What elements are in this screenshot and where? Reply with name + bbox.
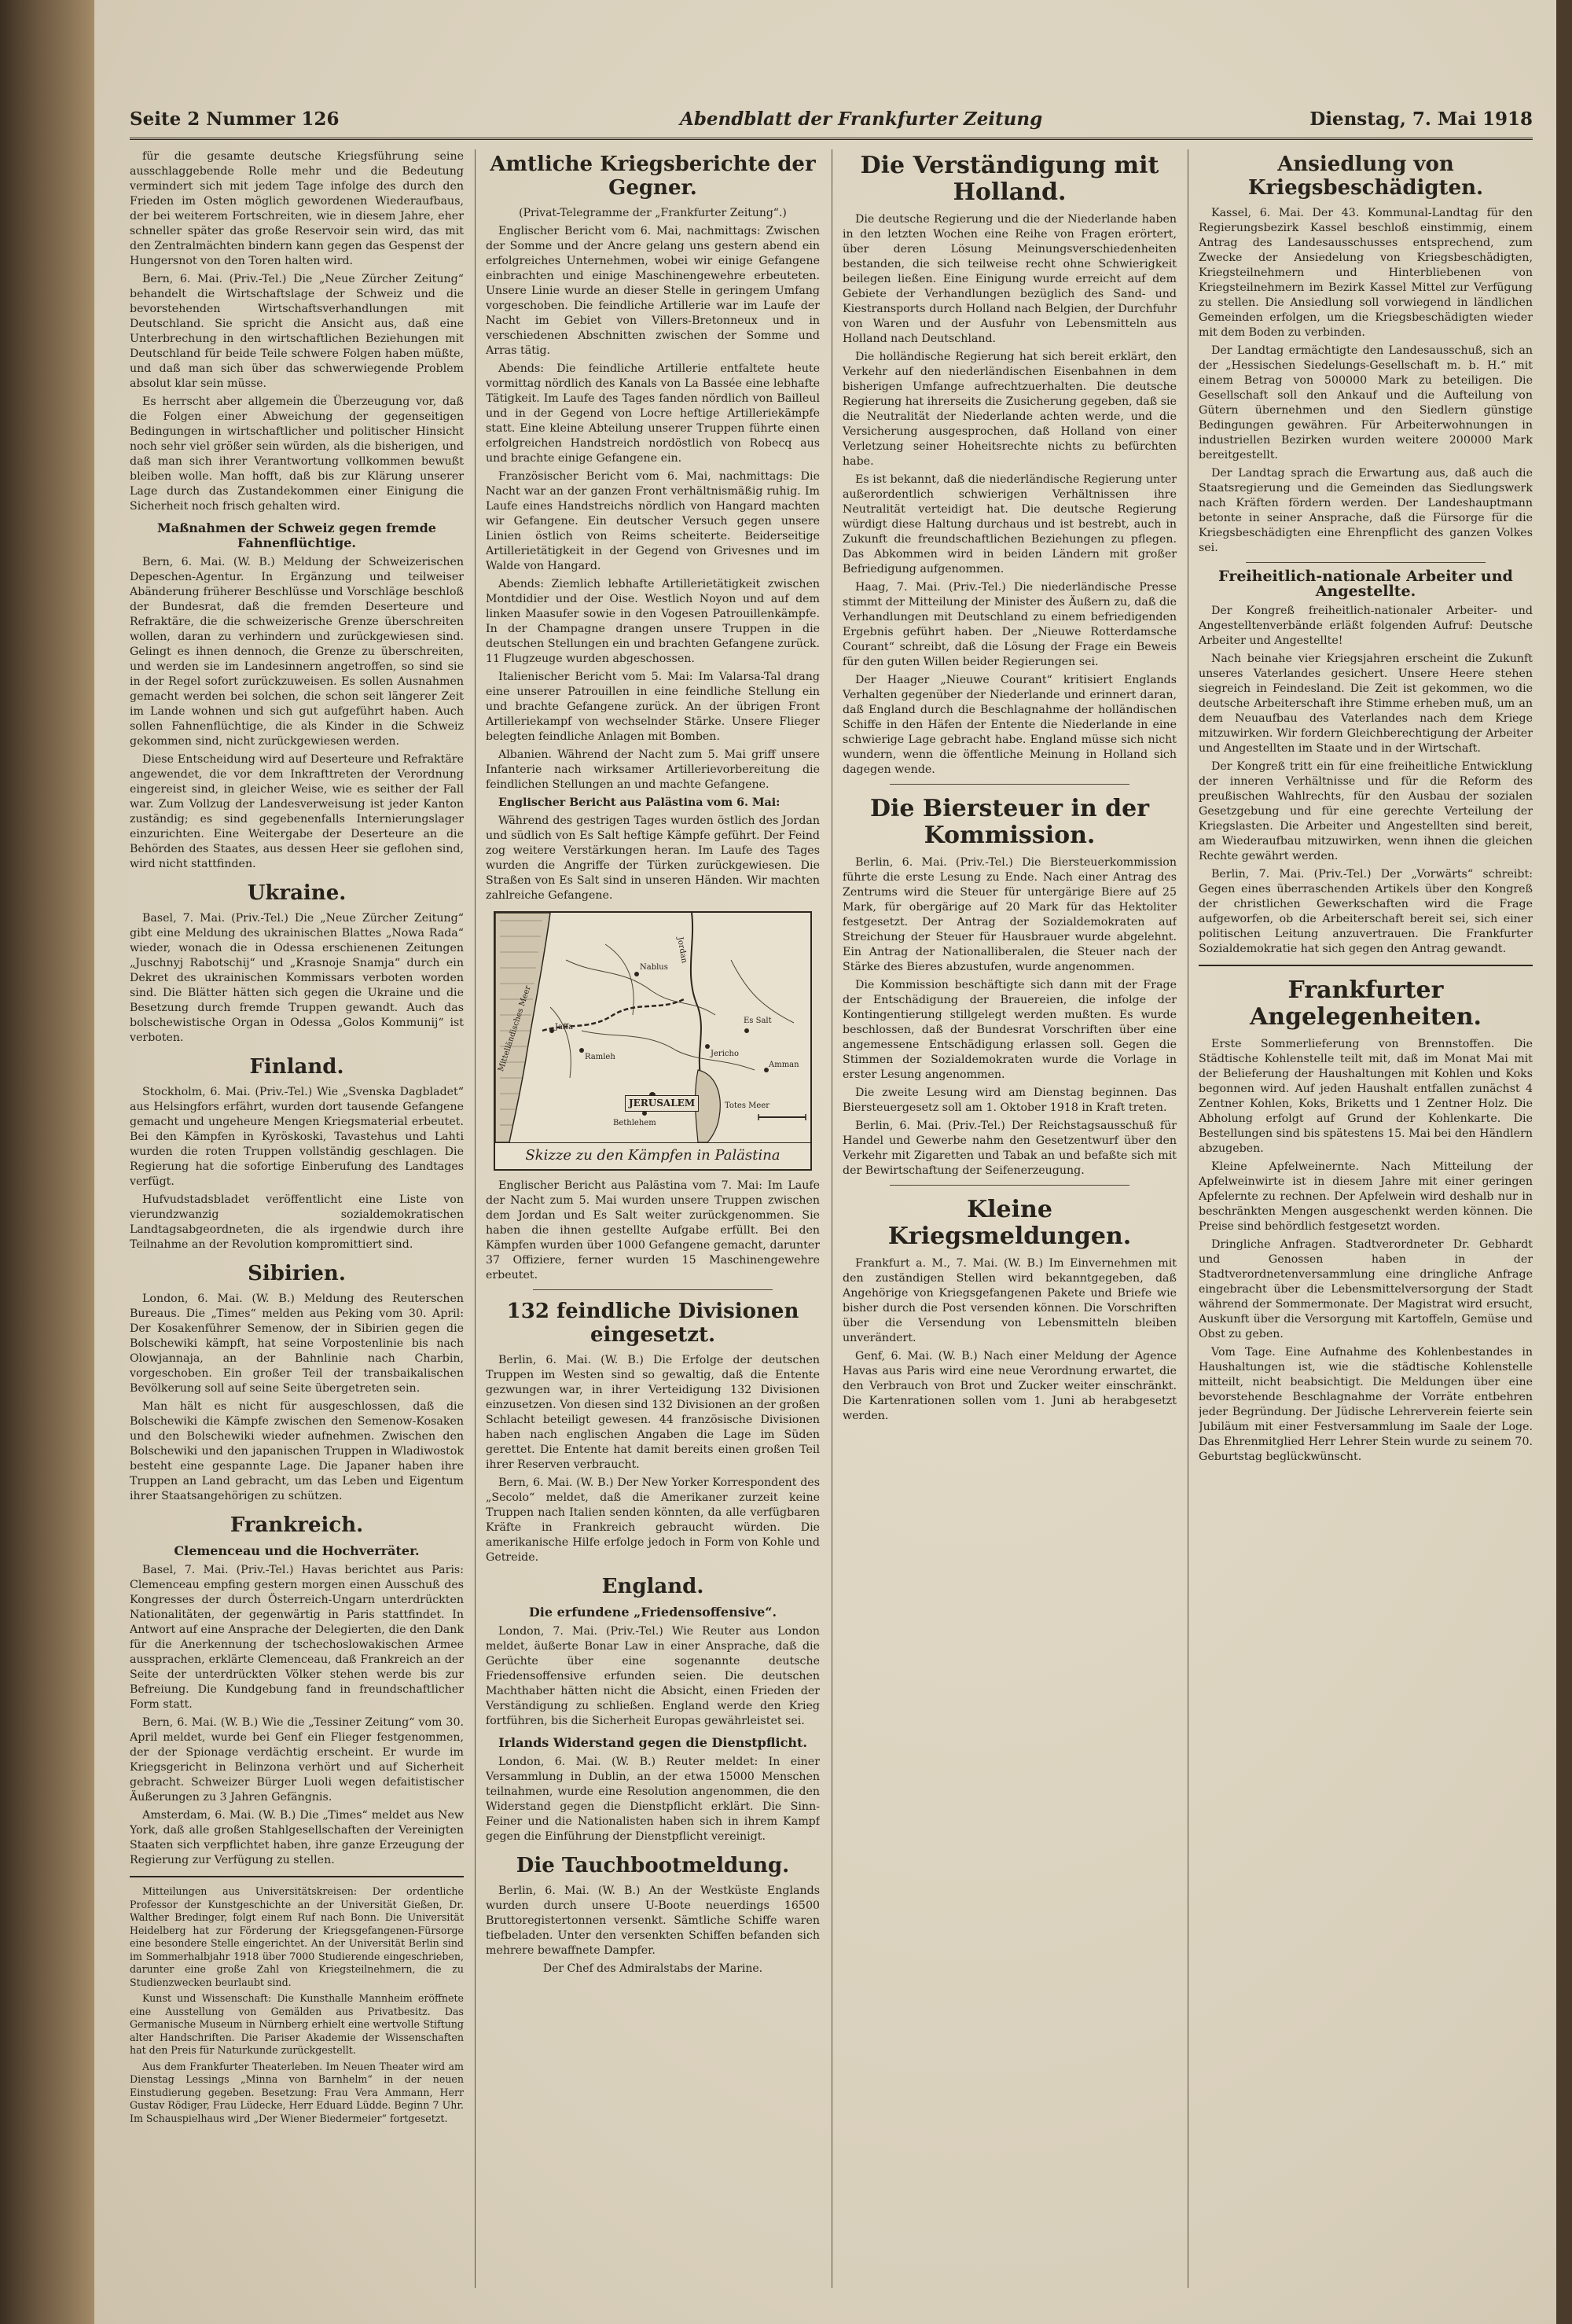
article-paragraph: Es herrscht aber allgemein die Überzeugung vor, daß die Folgen einer Abweichung der gegenseitigen Bedingungen in wirtschaftlicher und politischer Hinsicht noch sehr viel größer sein würden, als die bisherigen, und daß man sich ihrer Verantwortung vollkommen bewußt bleiben wolle. Man hofft, daß bis zur Klärung unserer Lage durch das Zustandekommen einer Einigung die Sicherheit noch frisch gehalten wird. [130, 395, 464, 513]
article-paragraph: Albanien. Während der Nacht zum 5. Mai griff unsere Infanterie nach wirksamer Artillerievorbereitung die feindlichen Stellungen an und machte Gefangene. [486, 748, 820, 791]
section-rule [1246, 562, 1486, 563]
column-4 [1199, 149, 1533, 2288]
article-paragraph: Der Kongreß freiheitlich-nationaler Arbeiter- und Angestelltenverbände erläßt folgenden Aufruf: Deutsche Arbeiter und Angestellte! [1199, 605, 1533, 647]
article-paragraph: Der Landtag ermächtigte den Landesausschuß, sich an der „Hessischen Siedelungs-Gesellschaft m. b. H.“ mit einem Betrag von 500000 Mark zu beteiligen. Die Gesellschaft soll den Ankauf und die Aufteilung von Gütern übernehmen und den Siedlern günstige Bedingungen gewähren. Für Arbeiterwohnungen in industriellen Bezirken wurden weitere 200000 Mark bereitgestellt. [1199, 344, 1533, 461]
map-label: Nablus [640, 963, 668, 972]
article-paragraph: Frankfurt a. M., 7. Mai. (W. B.) Im Einvernehmen mit den zuständigen Stellen wird bekanntgegeben, daß Angehörige von Kriegsgefangenen Pakete und Briefe wie bisher durch die Post versenden können. Die Vorschriften über die Versendung von Lebensmitteln bleiben unverändert. [843, 1257, 1177, 1344]
section-subheading: Irlands Widerstand gegen die Dienstpflicht. [498, 1735, 807, 1750]
article-paragraph: Kunst und Wissenschaft: Die Kunsthalle Mannheim eröffnete eine Ausstellung von Gemälden aus Privatbesitz. Das Germanische Museum in Nürnberg erhielt eine wertvolle Stiftung alter Handschriften. Die Pariser Akademie der Wissenschaften hat den Preis für Naturkunde zurückgestellt. [130, 1992, 464, 2056]
map-label: Amman [769, 1061, 799, 1069]
section-title-war-news: Kleine Kriegsmeldungen. [887, 1196, 1132, 1250]
article-paragraph: Die holländische Regierung hat sich bereit erklärt, den Verkehr auf den niederländischen Eisenbahnen in dem bisherigen Umfange aufrechtzuerhalten. Die deutsche Regierung hat ihrerseits die Zusicherung gegeben, daß sie die Neutralität der Niederlande achten werde, und die Versicherung ausgesprochen, daß Holland von einer Verletzung seiner Hoheitsrechte nichts zu befürchten habe. [843, 351, 1177, 468]
article-paragraph: Englischer Bericht aus Palästina vom 7. Mai: Im Laufe der Nacht zum 5. Mai wurden unsere Truppen zwischen dem Jordan und Es Salt weiter zurückgenommen. Sie haben die ihnen gestellte Aufgabe erfüllt. Bei den Kämpfen wurden über 1000 Gefangene gemacht, darunter 37 Offiziere, ferner wurden 15 Maschinengewehre erbeutet. [486, 1179, 820, 1282]
article-paragraph: Der Landtag sprach die Erwartung aus, daß auch die Staatsregierung und die Gemeinden das Siedlungswerk nach Kräften fördern werden. Der Landeshauptmann betonte in seiner Ansprache, daß die Fürsorge für die Kriegsbeschädigten eine Ehrenpflicht des ganzen Volkes sei. [1199, 467, 1533, 554]
page-edge [1556, 0, 1572, 2324]
section-title-beer-tax: Die Biersteuer in der Kommission. [869, 795, 1150, 849]
section-rule [533, 1289, 773, 1290]
section-rule [1199, 965, 1533, 966]
section-subheading: Die erfundene „Friedensoffensive“. [528, 1605, 777, 1620]
newspaper-title: Abendblatt der Frankfurter Zeitung [680, 108, 1043, 130]
article-paragraph: London, 6. Mai. (W. B.) Reuter meldet: In einer Versammlung in Dublin, an der etwa 15000 Menschen teilnahmen, wurde eine Resolution angenommen, die den Widerstand gegen die Dienstpflicht erklärt. Die Sinn-Feiner und die Nationalisten haben sich in ihrem Kampf gegen die Einführung der Dienstpflicht vereinigt. [486, 1756, 820, 1843]
article-paragraph: Diese Entscheidung wird auf Deserteure und Refraktäre angewendet, die vor dem Inkrafttreten der Verordnung eingereist sind, in gleicher Weise, wie es seither der Fall war. Zum Vollzug der Landesverweisung ist jeder Kanton zuständig; es sind gegebenenfalls Internierungslager einzurichten. Eine Weitergabe der Deserteure an die Behörden des Staates, aus dessen Heer sie geflohen sind, wird nicht stattfinden. [130, 753, 464, 870]
article-paragraph: Basel, 7. Mai. (Priv.-Tel.) Havas berichtet aus Paris: Clemenceau empfing gestern morgen einen Ausschuß des Kongresses der durch Österreich-Ungarn unterdrückten Nationalitäten, der gegenwärtig in Paris stattfindet. In Antwort auf eine Ansprache der Delegierten, die den Dank für die Anerkennung der tschechoslowakischen Armee aussprachen, erklärte Clemenceau, daß Frankreich an der Seite der unterdrückten Völker stehen werde bis zur Befreiung. Die Kundgebung fand in freundschaftlicher Form statt. [130, 1564, 464, 1711]
map-label: Ramleh [585, 1053, 615, 1061]
map-label: Jordan [675, 936, 689, 965]
article-paragraph: Nach beinahe vier Kriegsjahren erscheint die Zukunft unseres Vaterlandes gesichert. Unsere Heere stehen siegreich in Feindesland. Die Zeit ist gekommen, wo die deutsche Arbeiterschaft ihre Stimme erheben muß, um an dem Neuaufbau des Vaterlandes nach dem Kriege mitzuwirken. Wir fordern Gleichberechtigung der Arbeiter und Angestellten im Staate und in der Wirtschaft. [1199, 653, 1533, 755]
page-number: Seite 2 Nummer 126 [130, 108, 340, 130]
article-paragraph: Während des gestrigen Tages wurden östlich des Jordan und südlich von Es Salt heftige Kämpfe geführt. Der Feind zog weitere Verstärkungen heran. Im Laufe des Tages wurden die Angriffe der Türken zurückgewiesen. Die Straßen von Es Salt sind in unseren Händen. Wir machten zahlreiche Gefangene. [486, 815, 820, 902]
section-title-england: England. [601, 1575, 704, 1598]
section-subheading: Englischer Bericht aus Palästina vom 6. Mai: [498, 796, 780, 809]
article-paragraph: Bern, 6. Mai. (W. B.) Wie die „Tessiner Zeitung“ vom 30. April meldet, wurde bei Genf ein Flieger festgenommen, der der Spionage verdächtig erscheint. Er wurde im Kriegsgericht in Belinzona verhört und auf Sicherheit gebracht. Schweizer Bürger Luoli wegen defaitistischer Äußerungen zu 3 Jahren Gefängnis. [130, 1716, 464, 1804]
article-paragraph: Dringliche Anfragen. Stadtverordneter Dr. Gebhardt und Genossen haben in der Stadtverordnetenversammlung eine dringliche Anfrage eingebracht über die Lebensmittelversorgung der Stadt während der Sommermonate. Der Magistrat wird ersucht, Auskunft über die Versorgung mit Kartoffeln, Gemüse und Obst zu geben. [1199, 1238, 1533, 1340]
section-title-frankfurt: Frankfurter Angelegenheiten. [1249, 976, 1482, 1031]
article-paragraph: Französischer Bericht vom 6. Mai, nachmittags: Die Nacht war an der ganzen Front verhältnismäßig ruhig. Im Laufe eines Handstreichs nördlich von Hangard machten wir Gefangene. Ein deutscher Versuch gegen unsere Linien östlich von Reims scheiterte. Beiderseitige Artillerietätigkeit in der Gegend von Grivesnes und im Walde von Hangard. [486, 470, 820, 572]
article-paragraph: Berlin, 6. Mai. (Priv.-Tel.) Die Biersteuerkommission führte die erste Lesung zu Ende. Nach einer Antrag des Zentrums wird die Steuer für untergärige Biere auf 25 Mark, für obergärige auf 20 Mark für das Hektoliter festgesetzt. Der Antrag der Sozialdemokraten auf Streichung der Steuer für Hausbrauer wurde abgelehnt. Ein Antrag der Nationalliberalen, die Steuer nach der Stärke des Bieres abzustufen, wurde angenommen. [843, 856, 1177, 973]
article-paragraph: Vom Tage. Eine Aufnahme des Kohlenbestandes in Haushaltungen ist, wie die städtische Kohlenstelle mitteilt, nicht beabsichtigt. Die Meldungen über eine bevorstehende Beschlagnahme der Vorräte entbehren jeder Begründung. Der Jüdische Lehrerverein feierte sein Jubiläum mit einer Festversammlung im Saale der Loge. Das Ehrenmitglied Herr Lehrer Stein wurde zu seinem 70. Geburtstag beglückwünscht. [1199, 1346, 1533, 1463]
signature-line: Der Chef des Admiralstabs der Marine. [542, 1962, 763, 1975]
column-1 [130, 149, 464, 2288]
section-rule [890, 784, 1129, 785]
article-paragraph: Berlin, 7. Mai. (Priv.-Tel.) Der „Vorwärts“ schreibt: Gegen eines überraschenden Artikels über den Kongreß der christlichen Gewerkschaften wird die Frage aufgeworfen, ob die Arbeiterschaft bereit sei, sich einer politischen Leitung anzuvertrauen. Die Frankfurter Sozialdemokratie hat sich gegen den Antrag gewandt. [1199, 868, 1533, 955]
article-paragraph: Haag, 7. Mai. (Priv.-Tel.) Die niederländische Presse stimmt der Mitteilung der Minister des Äußern zu, daß die Verhandlungen mit Deutschland zu einem befriedigenden Ergebnis geführt haben. Der „Nieuwe Rotterdamsche Courant“ schreibt, daß die Lösung der Frage ein Beweis für den guten Willen beider Regierungen sei. [843, 581, 1177, 668]
article-paragraph: Italienischer Bericht vom 5. Mai: Im Valarsa-Tal drang eine unserer Patrouillen in eine feindliche Stellung ein und brachte Gefangene zurück. An der übrigen Front Artilleriekampf von wechselnder Stärke. Unsere Flieger belegten feindliche Anlagen mit Bomben. [486, 671, 820, 743]
newspaper-page [94, 0, 1556, 2324]
map-label: Bethlehem [613, 1119, 656, 1127]
article-paragraph: Bern, 6. Mai. (W. B.) Meldung der Schweizerischen Depeschen-Agentur. In Ergänzung und teilweiser Abänderung früherer Beschlüsse und Vorschläge beschloß der Bundesrat, daß die fremden Deserteure und Refraktäre, die die schweizerische Grenze überschreiten wollen, daran zu verhindern und zurückgewiesen sind. Gelingt es ihnen dennoch, die Grenze zu überschreiten, und werden sie im Landesinnern angetroffen, so sind sie in der Regel sofort zurückzuweisen. Es sollen Ausnahmen gemacht werden bei solchen, die schon seit längerer Zeit im Lande wohnen und sich gut aufgeführt haben. Auch sollen Fahnenflüchtige, die als Kinder in die Schweiz gekommen sind, nicht zurückgewiesen werden. [130, 556, 464, 748]
palestine-map [494, 911, 812, 1171]
section-subheading: Clemenceau und die Hochverräter. [174, 1543, 420, 1558]
feuilleton-block [130, 1885, 464, 2125]
map-label: Totes Meer [725, 1101, 770, 1110]
article-paragraph: Der Kongreß tritt ein für eine freiheitliche Entwicklung der inneren Verhältnisse und für die Reform des preußischen Wahlrechts, für den Ausbau der sozialen Gesetzgebung und für eine gerechte Verteilung der Kriegslasten. Die Arbeiter und Angestellten sind bereit, am Wiederaufbau mitzuwirken, wenn ihnen die gleichen Rechte gewährt werden. [1199, 760, 1533, 862]
article-paragraph: Berlin, 6. Mai. (W. B.) An der Westküste Englands wurden durch unsere U-Boote neuerdings 16500 Bruttoregistertonnen versenkt. Sämtliche Schiffe waren tiefbeladen. Unter den versenkten Schiffen befanden sich mehrere bewaffnete Dampfer. [486, 1885, 820, 1957]
section-title-settlement: Ansiedlung von Kriegsbeschädigten. [1247, 153, 1484, 200]
article-paragraph: Mitteilungen aus Universitätskreisen: Der ordentliche Professor der Kunstgeschichte an der Universität Gießen, Dr. Walther Bredinger, folgt einem Ruf nach Bonn. Die Universität Heidelberg hat zur Förderung der Kriegsgefangenen-Fürsorge eine besondere Stelle eingerichtet. An der Universität Berlin sind im Sommerhalbjahr 1918 über 7000 Studierende eingeschrieben, darunter eine große Zahl von Kriegsteilnehmern, die zu Studienzwecken beurlaubt sind. [130, 1885, 464, 1988]
article-paragraph: Die Kommission beschäftigte sich dann mit der Frage der Entschädigung der Brauereien, die infolge der Kontingentierung stillgelegt werden mußten. Es wurde beschlossen, daß der Bundesrat Vorschriften über eine angemessene Entschädigung erlassen soll. Gegen die Stimmen der Sozialdemokraten wurde die Vorlage in erster Lesung angenommen. [843, 979, 1177, 1081]
article-paragraph: Kleine Apfelweinernte. Nach Mitteilung der Apfelweinwirte ist in diesem Jahre mit einer geringen Apfelernte zu rechnen. Der Apfelwein wird deshalb nur in beschränkten Mengen ausgeschenkt werden können. Die Preise sind behördlich festgesetzt worden. [1199, 1160, 1533, 1233]
map-label-jerusalem: JERUSALEM [625, 1095, 699, 1112]
section-rule [130, 1876, 464, 1877]
article-paragraph: Amsterdam, 6. Mai. (W. B.) Die „Times“ meldet aus New York, daß alle großen Stahlgesellschaften der Vereinigten Staaten sich verpflichtet haben, ihre ganze Erzeugung der Regierung zur Verfügung zu stellen. [130, 1809, 464, 1866]
article-paragraph: Hufvudstadsbladet veröffentlicht eine Liste von vierundzwanzig sozialdemokratischen Landtagsabgeordneten, die als irgendwie durch ihre Teilnahme an der Revolution kompromittiert sind. [130, 1193, 464, 1251]
article-paragraph: Der Haager „Nieuwe Courant“ kritisiert Englands Verhalten gegenüber der Niederlande und erinnert daran, daß England durch die Beschlagnahme der holländischen Schiffe in den Häfen der Entente die Niederlande in eine schwierige Lage gebracht habe. England müsse sich nicht wundern, wenn die öffentliche Meinung in Holland sich dagegen wende. [843, 674, 1177, 776]
article-paragraph: Berlin, 6. Mai. (W. B.) Die Erfolge der deutschen Truppen im Westen sind so gewaltig, daß die Entente gezwungen war, in ihrer Verteidigung 132 Divisionen einzusetzen. Von diesen sind 132 Divisionen an der großen Schlacht beteiligt gewesen. 44 französische Divisionen haben nach englischen Angaben die Lage im Süden gerettet. Die Entente hat damit bereits einen großen Teil ihrer Reserven verbraucht. [486, 1354, 820, 1471]
map-caption: Skizze zu den Kämpfen in Palästina [495, 1142, 810, 1169]
section-title-france: Frankreich. [230, 1513, 364, 1537]
section-title-finland: Finland. [249, 1055, 344, 1079]
article-paragraph: London, 6. Mai. (W. B.) Meldung des Reuterschen Bureaus. Die „Times“ melden aus Peking vom 30. April: Der Kosakenführer Semenow, der in Sibirien gegen die Bolschewiki kämpft, hat seine Vorpostenlinie bis nach Olowjannaja, an der Bahnlinie nach Charbin, vorgeschoben. Ein großer Teil der transbaikalischen Bevölkerung soll auf seine Seite übergetreten sein. [130, 1293, 464, 1395]
map-label: Mittelländisches Meer [497, 984, 533, 1073]
article-paragraph: Abends: Ziemlich lebhafte Artillerietätigkeit zwischen Montdidier und der Oise. Westlich Noyon und auf dem linken Maasufer sowie in den Vogesen Patrouillenkämpfe. In der Champagne drangen unsere Truppen in die deutschen Stellungen ein und brachten Gefangene zurück. 11 Flugzeuge wurden abgeschossen. [486, 578, 820, 665]
article-paragraph: Bern, 6. Mai. (W. B.) Der New Yorker Korrespondent des „Secolo“ meldet, daß die Amerikaner zurzeit keine Truppen nach Italien senden könnten, da alle verfügbaren Kräfte in Frankreich gebraucht würden. Die amerikanische Hilfe erfolge jedoch in Form von Kohle und Getreide. [486, 1476, 820, 1564]
article-paragraph: Genf, 6. Mai. (W. B.) Nach einer Meldung der Agence Havas aus Paris wird eine neue Verordnung erwartet, die den Verbrauch von Brot und Zucker weiter einschränkt. Die Kartenrationen sollen vom 1. Juni ab herabgesetzt werden. [843, 1350, 1177, 1422]
section-title-siberia: Sibirien. [248, 1262, 346, 1285]
article-paragraph: Die zweite Lesung wird am Dienstag beginnen. Das Biersteuergesetz soll am 1. Oktober 1918 in Kraft treten. [843, 1087, 1177, 1114]
map-label: Jericho [711, 1050, 739, 1058]
section-title-workers: Freiheitlich-nationale Arbeiter und Angestellte. [1218, 568, 1513, 600]
section-title-ukraine: Ukraine. [247, 881, 347, 905]
article-paragraph: Aus dem Frankfurter Theaterleben. Im Neuen Theater wird am Dienstag Lessings „Minna von Barnhelm“ in der neuen Einstudierung gegeben. Besetzung: Frau Vera Ammann, Herr Gustav Rödiger, Frau Lüdecke, Herr Eduard Lüdde. Beginn 7 Uhr. Im Schauspielhaus wird „Der Wiener Biedermeier“ fortgesetzt. [130, 2060, 464, 2124]
article-paragraph: Basel, 7. Mai. (Priv.-Tel.) Die „Neue Zürcher Zeitung“ gibt eine Meldung des ukrainischen Blattes „Nowa Rada“ wieder, wonach die in Odessa erschienenen Zeitungen „Juschnyj Rabotschij“ und „Krasnoje Snamja“ durch ein Dekret des ukrainischen Kommissars verboten worden sind. Die Blätter hätten sich gegen die Ukraine und die Besetzung durch fremde Truppen gewandt. Auch das bolschewistische Organ in Odessa „Golos Kommunij“ ist verboten. [130, 912, 464, 1044]
section-title-reports: Amtliche Kriegsberichte der Gegner. [490, 153, 816, 200]
article-paragraph: Es ist bekannt, daß die niederländische Regierung unter außerordentlich schwierigen Verhältnissen ihre Neutralität verteidigt hat. Die deutsche Regierung würdigt diese Haltung durchaus und ist bestrebt, auch in Zukunft die freundschaftlichen Beziehungen zu pflegen. Das Abkommen wird in beiden Ländern mit großer Befriedigung aufgenommen. [843, 473, 1177, 575]
article-paragraph: Kassel, 6. Mai. Der 43. Kommunal-Landtag für den Regierungsbezirk Kassel beschloß einstimmig, einem Antrag des Landesausschusses entsprechend, zum Zwecke der Ansiedelung von Kriegsbeschädigten, Kriegsteilnehmern und Hinterbliebenen von Kriegsteilnehmern im Bezirk Kassel Mittel zur Verfügung zu stellen. Die Ansiedlung soll vorwiegend in ländlichen Gemeinden erfolgen, um die Kriegsbeschädigten wieder mit dem Boden zu verbinden. [1199, 207, 1533, 339]
article-paragraph: Die deutsche Regierung und die der Niederlande haben in den letzten Wochen eine Reihe von Fragen erörtert, über deren Lösung Meinungsverschiedenheiten bestanden, die sich teilweise recht ohne Schwierigkeit beilegen ließen. Eine Einigung wurde erreicht auf dem Gebiete der Verhandlungen bezüglich des Sand- und Kiestransports durch Holland nach Belgien, der Durchfuhr von Waren und der Ausfuhr von Lebensmitteln aus Holland nach Deutschland. [843, 213, 1177, 345]
binding-shadow [0, 0, 94, 2324]
issue-date: Dienstag, 7. Mai 1918 [1309, 108, 1533, 130]
article-paragraph: Englischer Bericht vom 6. Mai, nachmittags: Zwischen der Somme und der Ancre gelang uns gestern abend ein erfolgreiches Unternehmen, wobei wir einige Gefangene einbrachten und einige Maschinengewehre erbeuteten. Unsere Linie wurde an dieser Stelle in geringem Umfang vorgeschoben. Die feindliche Artillerie war im Laufe der Nacht im Gebiet von Villers-Bretonneux und in verschiedenen Abschnitten zwischen der Somme und Arras tätig. [486, 225, 820, 357]
map-label: Jaffa [555, 1023, 574, 1031]
map-label: Es Salt [744, 1017, 772, 1025]
column-3 [843, 149, 1177, 2288]
article-paragraph: für die gesamte deutsche Kriegsführung seine ausschlaggebende Rolle mehr und die Bedeutung vermindert sich mit jedem Tage infolge des durch den Frieden im Osten möglich gewordenen Wiederaufbaus, der bei weiterem Fortschreiten, wie in diesem Jahre, eher schneller später das große Reservoir sein wird, das mit den Zentralmächten bindern kann gegen das Gespenst der Hungersnot von den Toren halten wird. [130, 150, 464, 267]
article-paragraph: Stockholm, 6. Mai. (Priv.-Tel.) Wie „Svenska Dagbladet“ aus Helsingfors erfährt, wurden dort tausende Gefangene gemacht und ungeheure Mengen Kriegsmaterial erbeutet. Bei den Kämpfen in Kyröskoski, Tavastehus und Lahti wurden die roten Truppen vollständig geschlagen. Die Regierung hat die sofortige Einberufung des Landtages verfügt. [130, 1086, 464, 1188]
section-title-holland: Die Verständigung mit Holland. [860, 152, 1159, 206]
page-header [130, 108, 1533, 140]
article-paragraph: Erste Sommerlieferung von Brennstoffen. Die Städtische Kohlenstelle teilt mit, daß im Monat Mai mit der Belieferung der Haushaltungen mit Kohlen und Koks begonnen wird. Auf jeden Haushalt entfallen zunächst 4 Zentner Kohlen, Koks, Briketts und 1 Zentner Holz. Die Abholung erfolgt auf Grund der Kohlenkarte. Die Bestellungen sind bis spätestens 15. Mai bei den Händlern abzugeben. [1199, 1038, 1533, 1155]
column-2 [486, 149, 820, 2288]
article-paragraph: London, 7. Mai. (Priv.-Tel.) Wie Reuter aus London meldet, äußerte Bonar Law in einer Ansprache, daß die Gerüchte über eine sogenannte deutsche Friedensoffensive erfunden seien. Die deutschen Machthaber hätten nicht die Absicht, einen Frieden der Verständigung zu schließen. England werde den Krieg fortführen, bis die Sicherheit Europas gewährleistet sei. [486, 1625, 820, 1727]
section-rule [890, 1185, 1129, 1186]
section-title-divisions: 132 feindliche Divisionen eingesetzt. [506, 1300, 799, 1347]
section-title-uboot: Die Tauchbootmeldung. [516, 1854, 790, 1877]
article-paragraph: Berlin, 6. Mai. (Priv.-Tel.) Der Reichstagsausschuß für Handel und Gewerbe nahm den Gesetzentwurf über den Verkehr mit Zigaretten und Tabak an und befaßte sich mit der Bewirtschaftung der Seifenerzeugung. [843, 1120, 1177, 1177]
section-subheading: Maßnahmen der Schweiz gegen fremde Fahnenflüchtige. [157, 520, 436, 550]
article-paragraph: Bern, 6. Mai. (Priv.-Tel.) Die „Neue Zürcher Zeitung“ behandelt die Wirtschaftslage der Schweiz und die bevorstehenden Wirtschaftsverhandlungen mit Deutschland. Sie spricht die Ansicht aus, daß eine Unterbrechung in den wirtschaftlichen Beziehungen mit Deutschland für beide Teile schwere Folgen haben müßte, und daß man sich über das schwerwiegende Problem absolut klar sein müsse. [130, 273, 464, 390]
column-divider [475, 149, 476, 2288]
section-byline: (Privat-Telegramme der „Frankfurter Zeitung“.) [519, 207, 787, 219]
article-paragraph: Man hält es nicht für ausgeschlossen, daß die Bolschewiki die Kämpfe zwischen den Semenow-Kosaken und den Bolschewiki wieder aufnehmen. Zwischen den Bolschewiki und den japanischen Truppen in Wladiwostok besteht eine gespannte Lage. Die Japaner haben ihre Truppen an Land gebracht, um das Leben und Eigentum ihrer Staatsangehörigen zu schützen. [130, 1400, 464, 1502]
article-paragraph: Abends: Die feindliche Artillerie entfaltete heute vormittag nördlich des Kanals von La Bassée eine lebhafte Tätigkeit. Im Laufe des Tages fanden nördlich von Bailleul und in der Gegend von Locre heftige Artilleriekämpfe statt. Eine kleine Abteilung unserer Truppen führte einen erfolgreichen Handstreich nordöstlich von Robecq aus und brachte einige Gefangene ein. [486, 362, 820, 465]
